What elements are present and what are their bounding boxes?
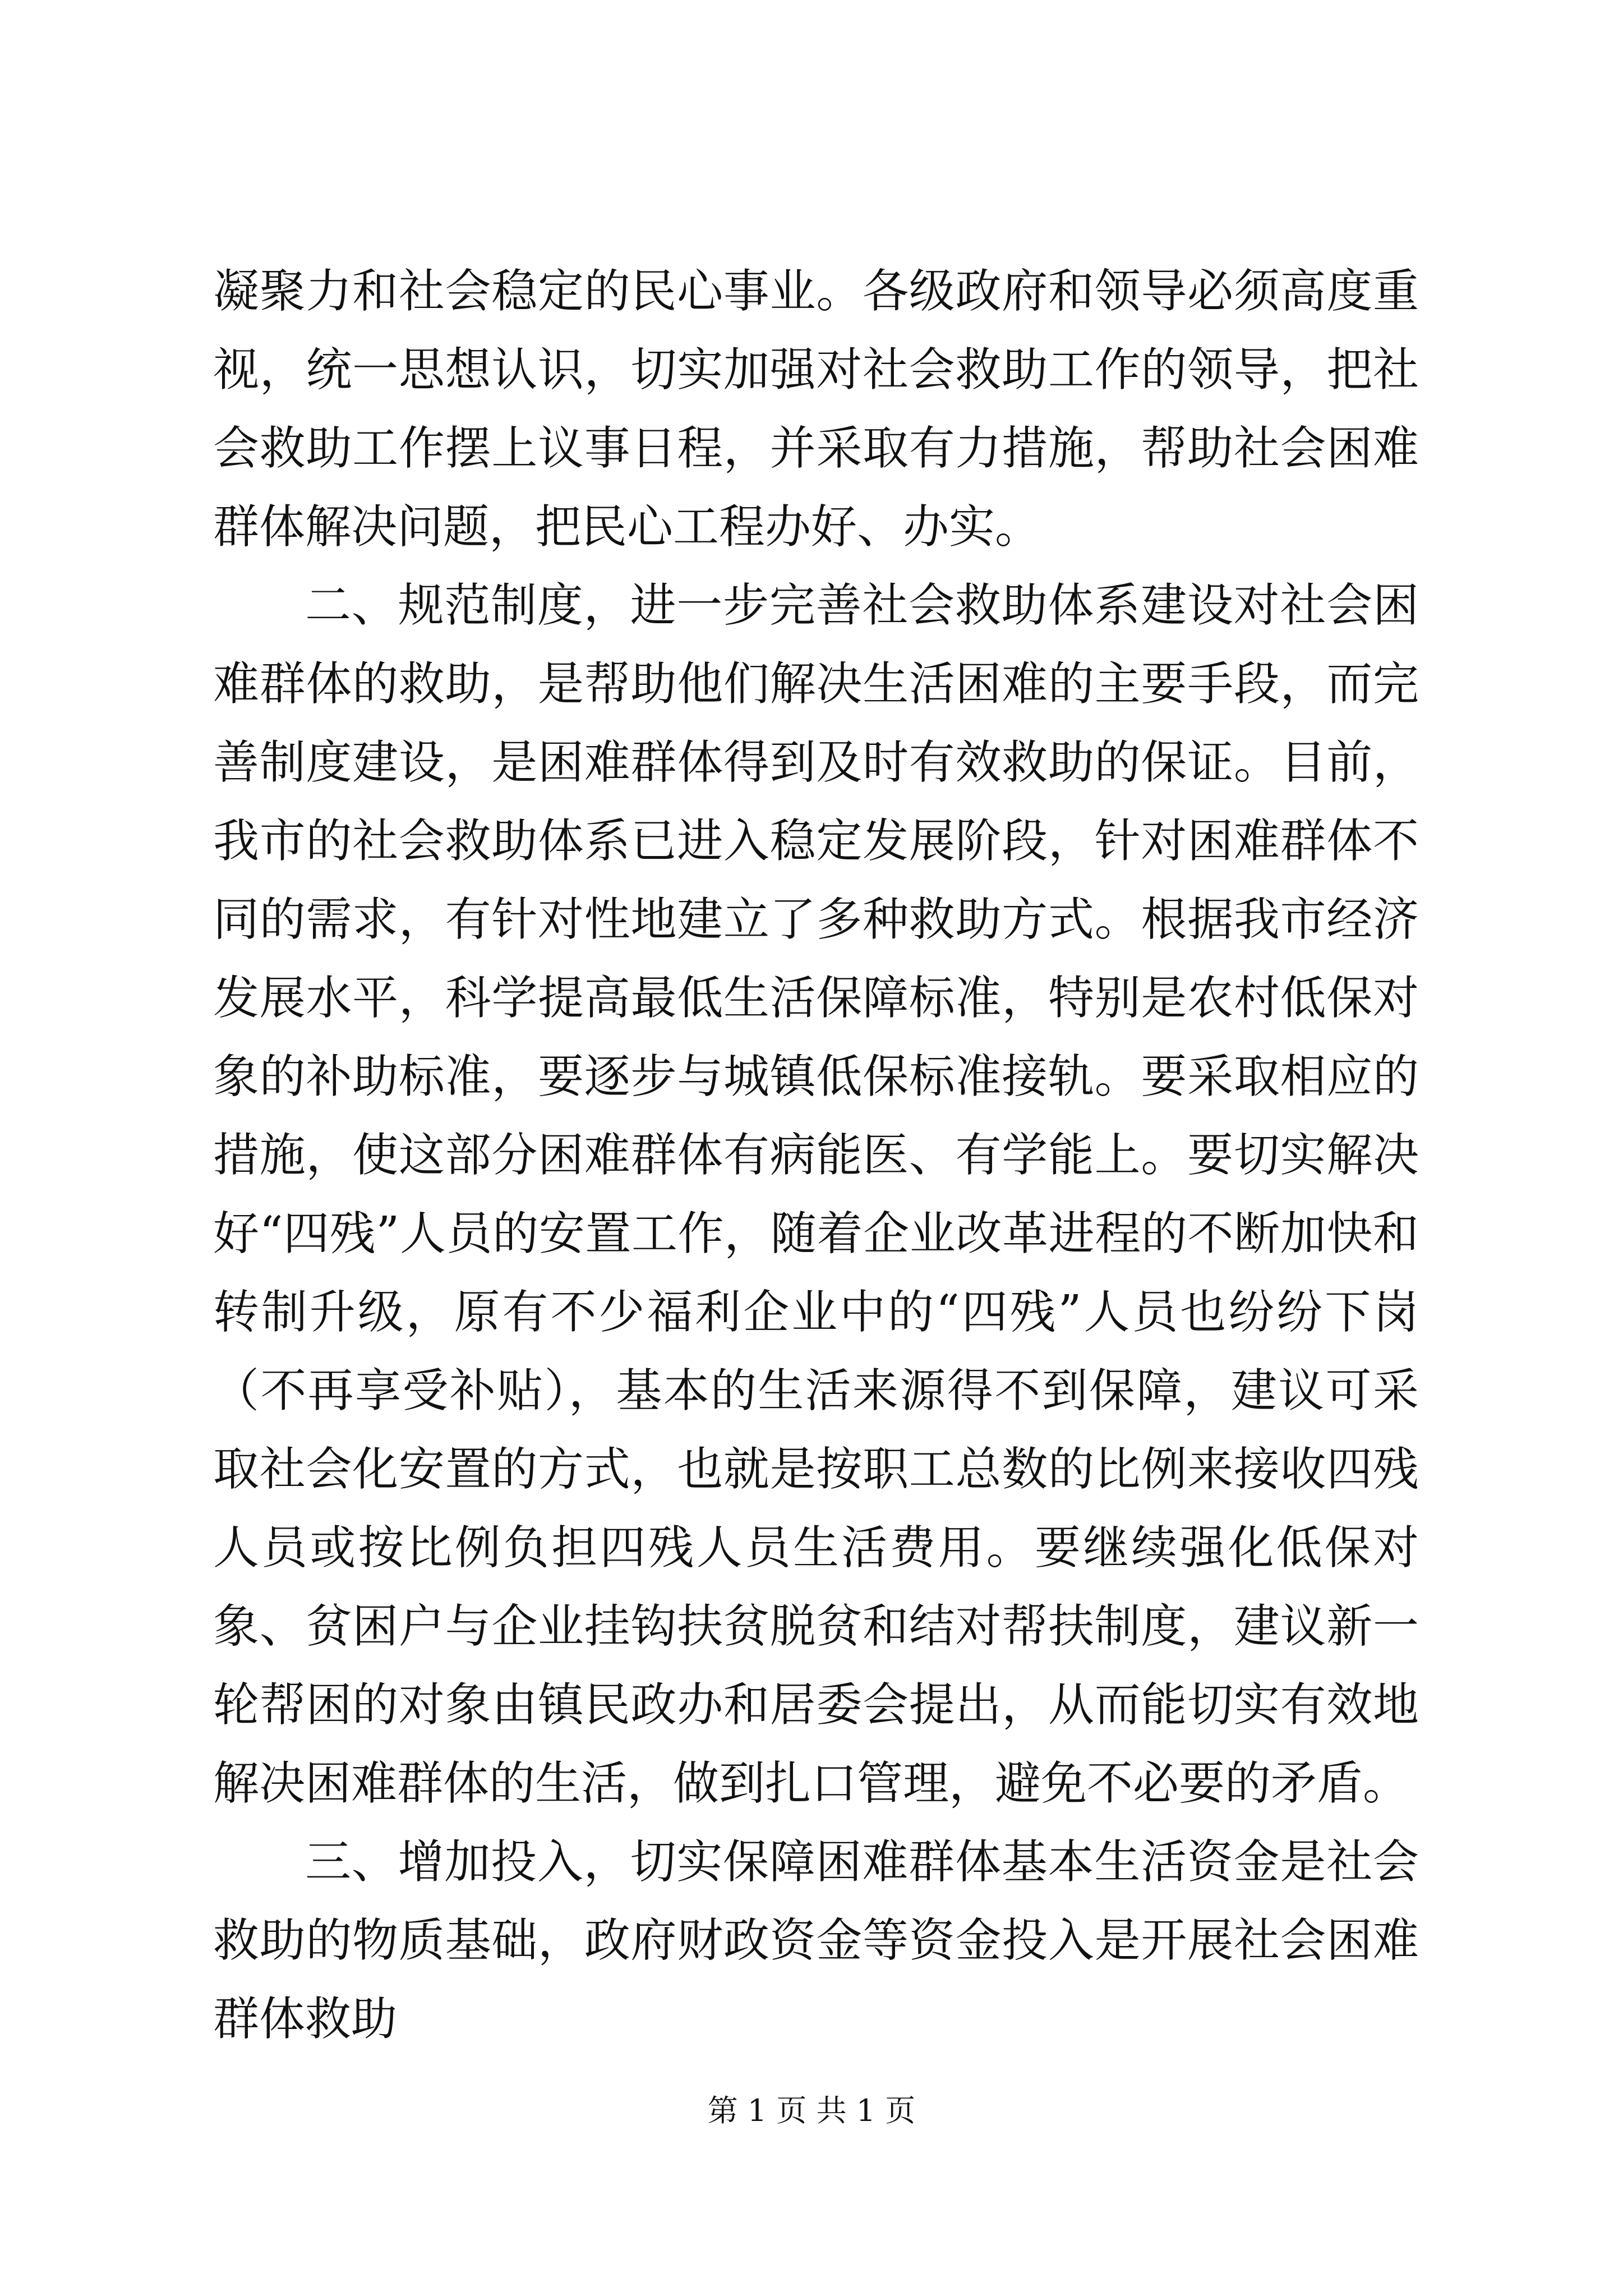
document-body <box>213 252 1419 2059</box>
paragraph-2: 二、规范制度，进一步完善社会救助体系建设对社会困难群体的救助，是帮助他们解决生活困难的主要手段，而完善制度建设，是困难群体得到及时有效救助的保证。目前，我市的社会救助体系已进入稳定发展阶段，针对困难群体不同的需求，有针对性地建立了多种救助方式。根据我市经济发展水平，科学提高最低生活保障标准，特别是农村低保对象的补助标准，要逐步与城镇低保标准接轨。要采取相应的措施，使这部分困难群体有病能医、有学能上。要切实解决好“四残”人员的安置工作，随着企业改革进程的不断加快和转制升级，原有不少福利企业中的“四残”人员也纷纷下岗（不再享受补贴），基本的生活来源得不到保障，建议可采取社会化安置的方式，也就是按职工总数的比例来接收四残人员或按比例负担四残人员生活费用。要继续强化低保对象、贫困户与企业挂钩扶贫脱贫和结对帮扶制度，建议新一轮帮困的对象由镇民政办和居委会提出，从而能切实有效地解决困难群体的生活，做到扎口管理，避免不必要的矛盾。 <box>213 579 1419 1810</box>
paragraph-1: 凝聚力和社会稳定的民心事业。各级政府和领导必须高度重视，统一思想认识，切实加强对社会救助工作的领导，把社会救助工作摆上议事日程，并采取有力措施，帮助社会困难群体解决问题，把民心工程办好、办实。 <box>213 265 1419 554</box>
paragraph-3: 三、增加投入，切实保障困难群体基本生活资金是社会救助的物质基础，政府财政资金等资金投入是开展社会困难群体救助 <box>213 1835 1419 2046</box>
page-footer: 第 1 页 共 1 页 <box>707 2093 916 2128</box>
